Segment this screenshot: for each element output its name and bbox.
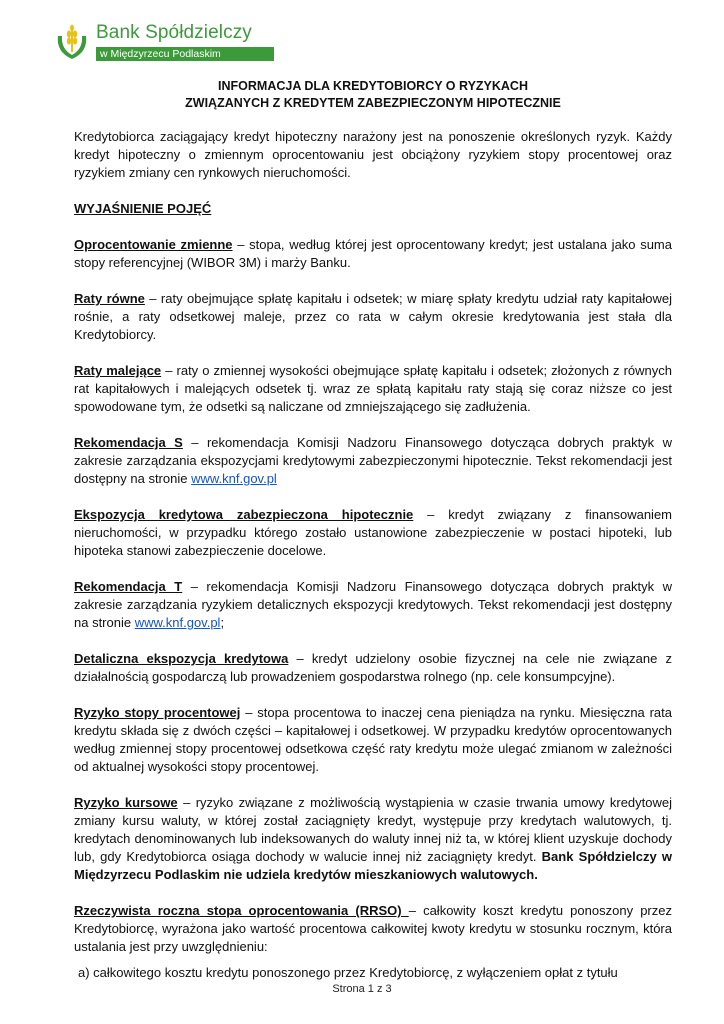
term-name: Rekomendacja T: [74, 579, 183, 594]
intro-paragraph: Kredytobiorca zaciągający kredyt hipoteczny narażony jest na ponoszenie określonych ryzyk. Każdy kredyt hipoteczny o zmiennym oprocentowaniu jest obciążony ryzykiem stopy procentowej oraz ryzykiem zmiany cen rynkowych nieruchomości.: [74, 129, 672, 180]
knf-link[interactable]: www.knf.gov.pl: [191, 471, 277, 486]
term-definition: – całkowity koszt kredytu ponoszony przez Kredytobiorcę, wyrażona jako wartość procentowa całkowitej kwoty kredytu w stosunku rocznym, która ustalania jest przy uwzględnieniu:: [74, 903, 672, 954]
document-body: [74, 78, 672, 982]
term-name: Rzeczywista roczna stopa oprocentowania (RRSO): [74, 903, 409, 918]
term-paragraph: [74, 290, 672, 344]
title-line-2: ZWIĄZANYCH Z KREDYTEM ZABEZPIECZONYM HIPOTECZNIE: [185, 96, 561, 110]
term-definition: – ryzyko związane z możliwością wystąpienia w czasie trwania umowy kredytowej zmiany kursu waluty, w której został zaciągnięty kredyt, występuje przy kredytach walutowych, tj. kredytach denominowanych lub indeksowanych do waluty innej niż ta, w której klient uzyskuje dochody lub, gdy Kredytobiorca osiąga dochody w walucie innej niż zaciągnięty kredyt.: [74, 795, 673, 864]
bank-logo: [52, 22, 272, 62]
term-name: Ekspozycja kredytowa zabezpieczona hipotecznie: [74, 507, 414, 522]
term-definition: – kredyt związany z finansowaniem nieruchomości, w przypadku którego zostało ustanowione zabezpieczenie w postaci hipoteki, lub hipoteka stanowi zabezpieczenie docelowe.: [74, 507, 673, 558]
bank-subtitle: w Międzyrzecu Podlaskim: [100, 48, 221, 60]
term-name: Ryzyko kursowe: [74, 795, 178, 810]
document-title: [74, 78, 672, 112]
term-definition: – stopa procentowa to inaczej cena pieniądza na rynku. Miesięczna rata kredytu składa się z dwóch części – kapitałowej i odsetkowej. W przypadku kredytów oprocentowanych według zmiennej stopy procentowej odsetkowa część raty kredytu może ulegać zmianom w zależności od aktualnej wysokości stopy procentowej.: [74, 705, 672, 774]
wheat-leaf-logo-icon: [52, 22, 92, 62]
term-name: Raty malejące: [74, 363, 162, 378]
term-name: Rekomendacja S: [74, 435, 183, 450]
term-paragraph: [74, 578, 672, 632]
term-definition: – kredyt udzielony osobie fizycznej na cele nie związane z działalnością gospodarczą lub prowadzeniem gospodarstwa rolnego (np. cele konsumpcyjne).: [74, 651, 673, 684]
term-definition: – stopa, według której jest oprocentowany kredyt; jest ustalana jako suma stopy referencyjnej (WIBOR 3M) i marży Banku.: [74, 237, 672, 270]
term-paragraph: [74, 650, 672, 686]
bank-name: Bank Spółdzielczy: [96, 22, 252, 43]
term-definition: – rekomendacja Komisji Nadzoru Finansowego dotycząca dobrych praktyk w zakresie zarządzania ekspozycjami kredytowymi zabezpieczonymi hipotecznie. Tekst rekomendacji jest dostępny na stronie: [74, 435, 672, 486]
term-paragraph: [74, 902, 672, 956]
term-paragraph: [74, 506, 672, 560]
term-definition: – raty o zmiennej wysokości obejmujące spłatę kapitału i odsetek; złożonych z równych rat kapitałowych i malejących odsetek tj. wraz ze spłatą kapitału raty stają się coraz niższe co jest spowodowane tym, że odsetki są naliczane od zmniejszającego się zadłużenia.: [74, 363, 672, 414]
knf-link[interactable]: www.knf.gov.pl: [134, 615, 221, 630]
page-number: Strona 1 z 3: [332, 983, 392, 995]
term-name: Ryzyko stopy procentowej: [74, 705, 241, 720]
term-name: Detaliczna ekspozycja kredytowa: [74, 651, 289, 666]
title-line-1: INFORMACJA DLA KREDYTOBIORCY O RYZYKACH: [218, 79, 528, 93]
term-name: Raty równe: [74, 291, 145, 306]
term-paragraph: [74, 434, 672, 488]
term-definition: – raty obejmujące spłatę kapitału i odsetek; w miarę spłaty kredytu udział raty kapitałowej rośnie, a raty odsetkowej maleje, przez co rata w całym okresie kredytowania jest stała dla Kredytobiorcy.: [74, 291, 672, 342]
term-name: Oprocentowanie zmienne: [74, 237, 233, 252]
term-paragraph: [74, 794, 672, 884]
term-bold-note: Bank Spółdzielczy w Międzyrzecu Podlaskim nie udziela kredytów mieszkaniowych walutowych.: [74, 849, 672, 882]
term-paragraph: [74, 362, 672, 416]
term-paragraph: [74, 704, 672, 776]
term-paragraph: [74, 236, 672, 272]
term-definition: – rekomendacja Komisji Nadzoru Finansowego dotycząca dobrych praktyk w zakresie zarządzania ryzykiem detalicznych ekspozycji kredytowych. Tekst rekomendacji jest dostępny na stronie: [74, 579, 672, 630]
list-item-a: a) całkowitego kosztu kredytu ponoszonego przez Kredytobiorcę, z wyłączeniem opłat z tytułu: [78, 965, 618, 980]
term-after: ;: [220, 615, 225, 630]
section-heading: WYJAŚNIENIE POJĘĆ: [74, 201, 212, 216]
